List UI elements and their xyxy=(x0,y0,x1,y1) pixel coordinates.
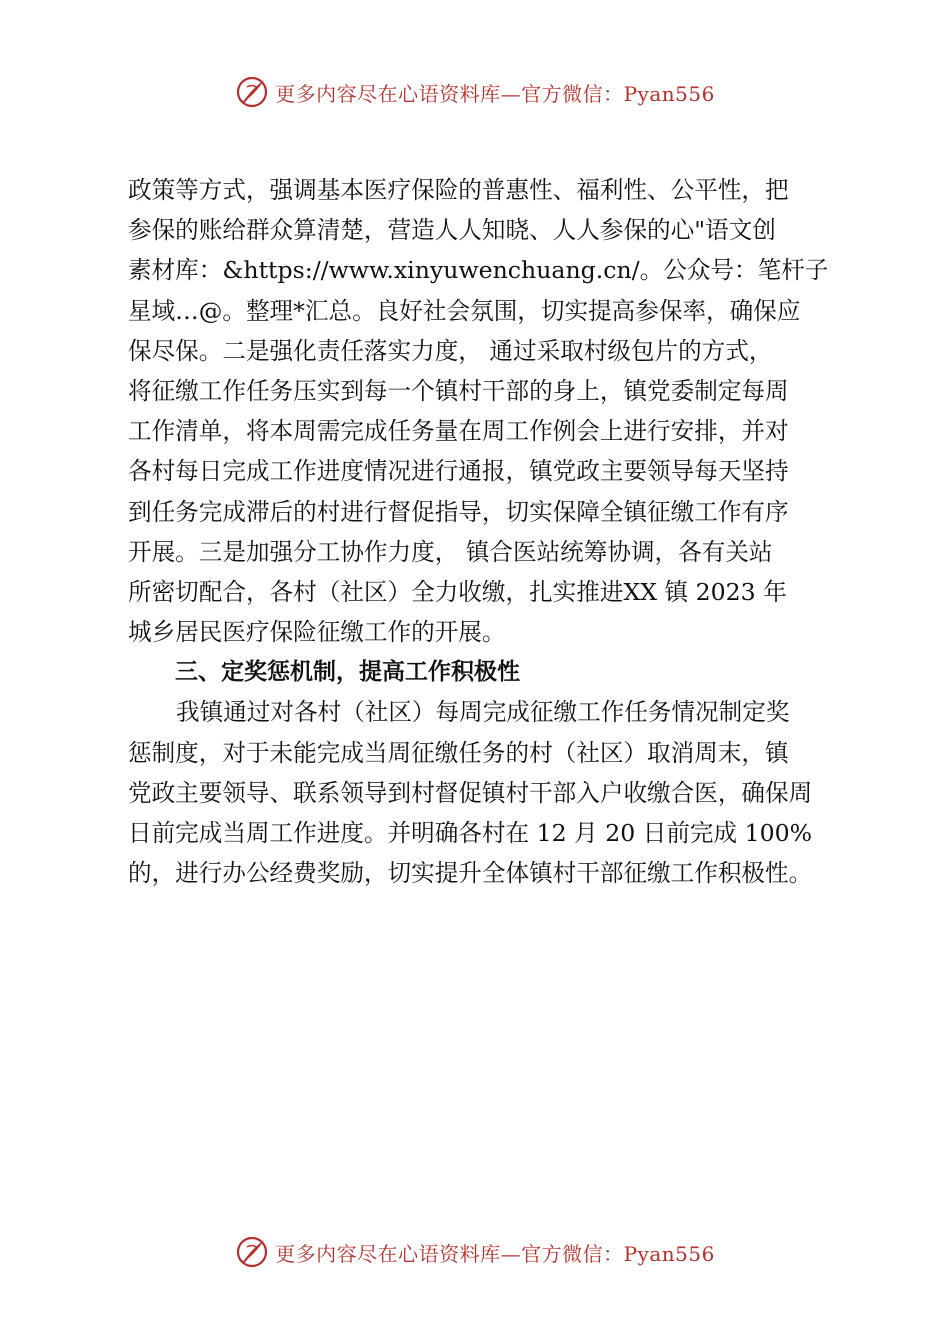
body-line: 惩制度，对于未能完成当周征缴任务的村（社区）取消周末，镇 xyxy=(128,738,789,767)
body-line: 的，进行办公经费奖励，切实提升全体镇村干部征缴工作积极性。 xyxy=(128,859,813,888)
body-line: 我镇通过对各村（社区）每周完成征缴工作任务情况制定奖 xyxy=(176,698,790,727)
body-line: 日前完成当周工作进度。并明确各村在 12 月 20 日前完成 100% xyxy=(128,819,813,847)
body-line: 党政主要领导、联系领导到村督促镇村干部入户收缴合医，确保周 xyxy=(128,778,813,807)
body-line: 参保的账给群众算清楚，营造人人知晓、人人参保的心"语文创 xyxy=(128,216,776,245)
footer-banner xyxy=(0,1232,950,1272)
body-line: 将征缴工作任务压实到每一个镇村干部的身上，镇党委制定每周 xyxy=(128,376,789,405)
body-line: 工作清单，将本周需完成任务量在周工作例会上进行安排，并对 xyxy=(128,417,789,446)
body-line: 保尽保。二是强化责任落实力度， 通过采取村级包片的方式， xyxy=(128,336,773,365)
body-line: 开展。三是加强分工协作力度， 镇合医站统筹协调，各有关站 xyxy=(128,537,773,566)
body-line: 政策等方式，强调基本医疗保险的普惠性、福利性、公平性，把 xyxy=(128,176,789,204)
header-banner-text: 更多内容尽在心语资料库—官方微信：Pyan556 xyxy=(275,81,715,106)
footer-banner-text: 更多内容尽在心语资料库—官方微信：Pyan556 xyxy=(275,1241,715,1266)
document-body xyxy=(128,170,848,893)
body-line: 素材库：&https://www.xinyuwenchuang.cn/。公众号：笔杆子 xyxy=(128,256,829,285)
body-line: 所密切配合，各村（社区）全力收缴，扎实推进XX 镇 2023 年 xyxy=(128,577,787,606)
section-heading: 三、定奖惩机制，提高工作积极性 xyxy=(175,659,520,686)
body-line: 到任务完成滞后的村进行督促指导，切实保障全镇征缴工作有序 xyxy=(128,497,789,526)
body-line: 各村每日完成工作进度情况进行通报，镇党政主要领导每天坚持 xyxy=(128,457,789,486)
body-line: 星域…@。整理*汇总。良好社会氛围，切实提高参保率，确保应 xyxy=(128,296,801,325)
header-banner xyxy=(0,72,950,112)
body-line: 城乡居民医疗保险征缴工作的开展。 xyxy=(128,618,506,647)
feather-quill-logo-icon xyxy=(235,75,269,109)
feather-quill-logo-icon xyxy=(235,1235,269,1269)
